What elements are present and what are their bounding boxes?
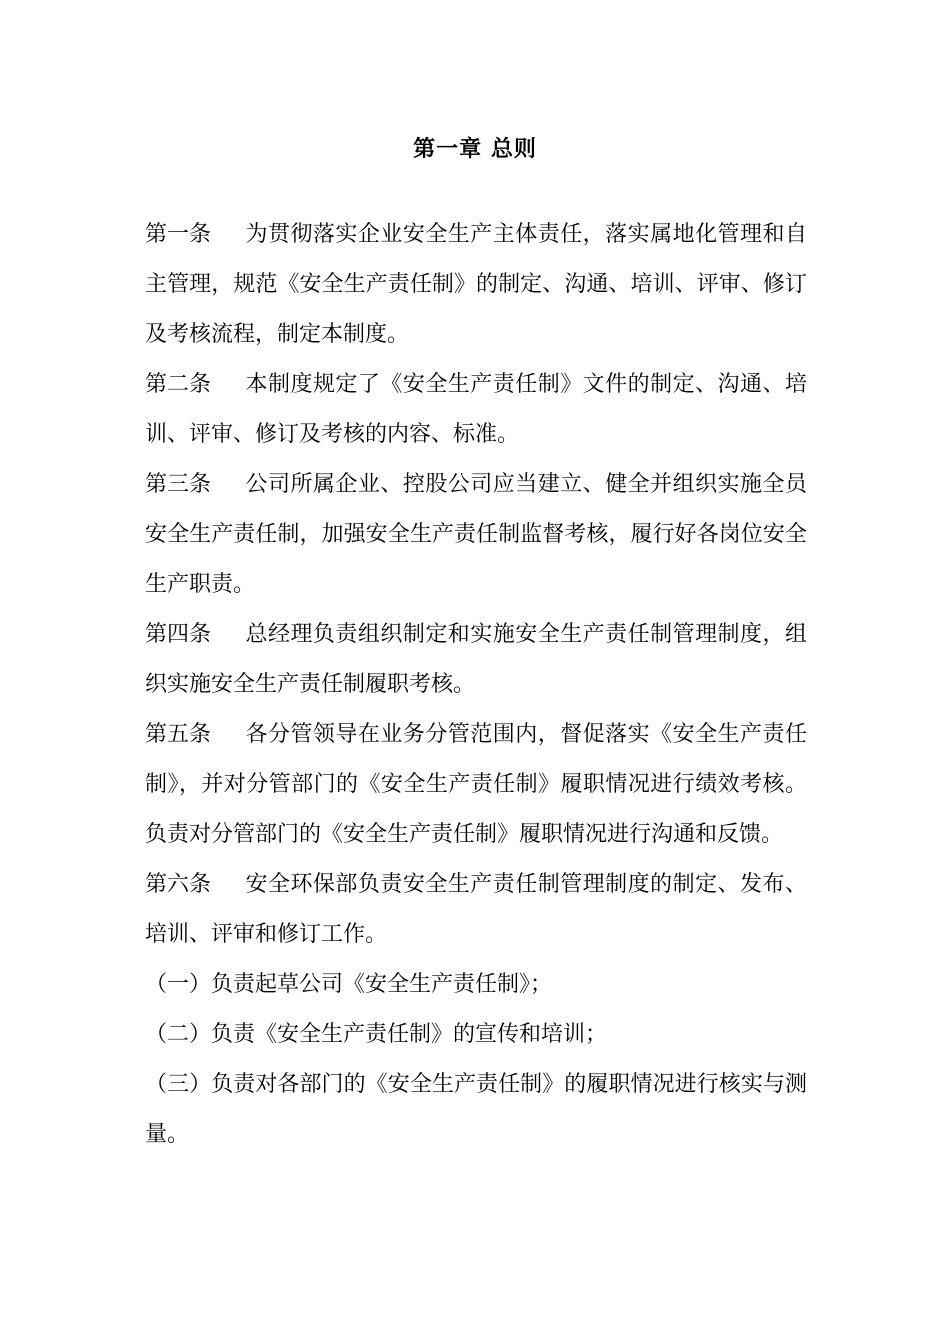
article-1 xyxy=(145,210,807,360)
article-2 xyxy=(145,360,807,460)
document-body xyxy=(145,210,807,1160)
article-number: 第一条 xyxy=(145,222,212,247)
list-item: （一）负责起草公司《安全生产责任制》； xyxy=(145,972,553,997)
article-number: 第四条 xyxy=(145,622,212,647)
article-text: 为贯彻落实企业安全生产主体责任，落实属地化管理和自主管理，规范《安全生产责任制》的制定、沟通、培训、评审、修订及考核流程，制定本制度。 xyxy=(145,222,807,347)
article-text: 公司所属企业、控股公司应当建立、健全并组织实施全员安全生产责任制，加强安全生产责任制监督考核，履行好各岗位安全生产职责。 xyxy=(145,472,807,597)
chapter-title: 第一章 总则 xyxy=(413,137,537,162)
article-6 xyxy=(145,860,807,960)
list-item: （二）负责《安全生产责任制》的宣传和培训； xyxy=(145,1022,608,1047)
article-text: 安全环保部负责安全生产责任制管理制度的制定、发布、培训、评审和修订工作。 xyxy=(145,872,807,947)
article-number: 第六条 xyxy=(145,872,212,897)
article-number: 第三条 xyxy=(145,472,212,497)
article-5 xyxy=(145,710,807,860)
list-item: （三）负责对各部门的《安全生产责任制》的履职情况进行核实与测量。 xyxy=(145,1072,807,1147)
article-4 xyxy=(145,610,807,710)
article-number: 第五条 xyxy=(145,722,212,747)
article-number: 第二条 xyxy=(145,372,212,397)
article-text: 各分管领导在业务分管范围内，督促落实《安全生产责任制》，并对分管部门的《安全生产责任制》履职情况进行绩效考核。负责对分管部门的《安全生产责任制》履职情况进行沟通和反馈。 xyxy=(145,722,807,847)
article-text: 本制度规定了《安全生产责任制》文件的制定、沟通、培训、评审、修订及考核的内容、标准。 xyxy=(145,372,807,447)
article-3 xyxy=(145,460,807,610)
article-text: 总经理负责组织制定和实施安全生产责任制管理制度，组织实施安全生产责任制履职考核。 xyxy=(145,622,807,697)
